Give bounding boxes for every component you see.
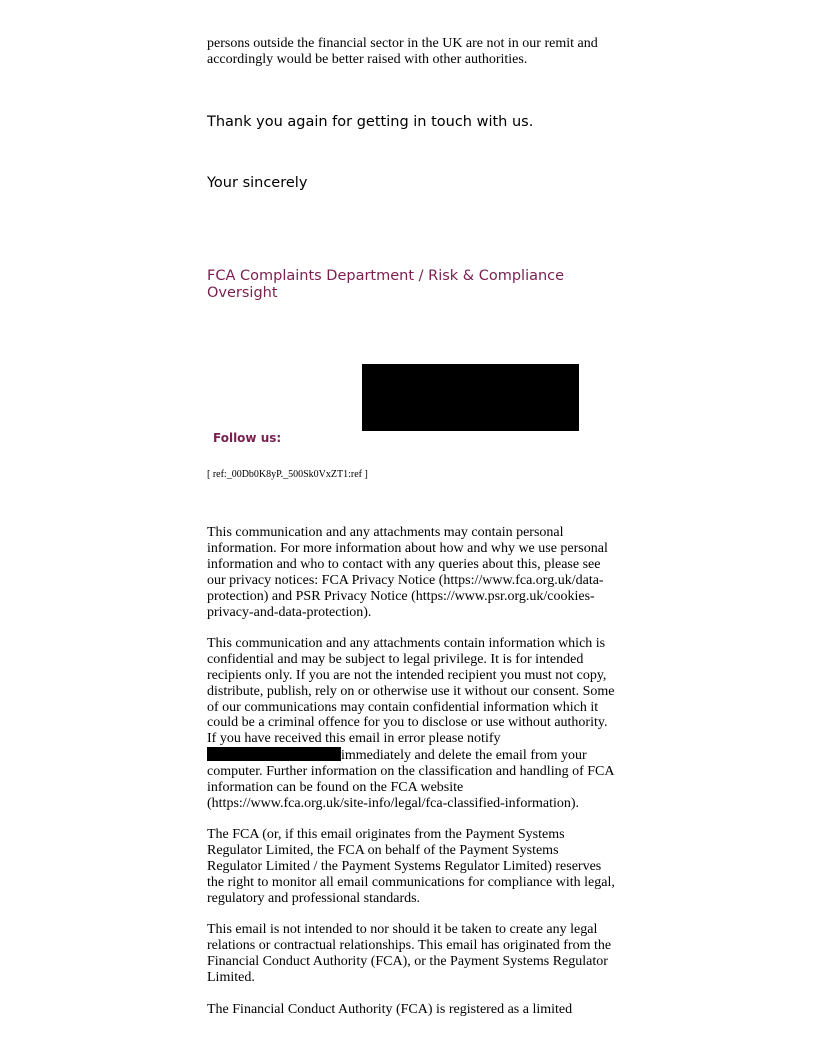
privacy-paragraph: This communication and any attachments may contain personal information. For more information about how and why we use personal information and who to contact with any queries about this, please see our privacy notices: FCA Privacy Notice (https://www.fca.org.uk/data-protection) and PSR Privacy Notice (https://www.psr.org.uk/cookies-privacy-and-data-protection). bbox=[207, 525, 608, 620]
signature-department: FCA Complaints Department / Risk & Compliance Oversight bbox=[207, 268, 565, 301]
monitoring-paragraph: The FCA (or, if this email originates from the Payment Systems Regulator Limited, the FCA on behalf of the Payment Systems Regulator Limited / the Payment Systems Regulator Limited) reserves the right to monitor all email communications for compliance with legal, regulatory and professional standards. bbox=[207, 827, 615, 907]
reference-id: [ ref:_00Db0K8yP._500Sk0VxZT1:ref ] bbox=[207, 469, 368, 480]
legal-relations-paragraph: This email is not intended to nor should it be taken to create any legal relations or contractual relationships. This email has originated from the Financial Conduct Authority (FCA), or the Payment Systems Regulator Limited. bbox=[207, 922, 612, 986]
confidentiality-text-after: immediately and delete the email from your computer. Further information on the classification and handling of FCA information can be found on the FCA website (https://www.fca.org.uk/site-info/legal/fca-classified-information). bbox=[207, 748, 614, 811]
disclaimer-section bbox=[207, 525, 617, 1033]
confidentiality-text-before: This communication and any attachments contain information which is confidential and may be subject to legal privilege. It is for intended recipients only. If you are not the intended recipient you must not copy, distribute, publish, rely on or otherwise use it without our consent. Some of our communications may contain confidential information which it could be a criminal offence for you to disclose or use without authority. If you have received this email in error please notify bbox=[207, 635, 615, 747]
closing-line: Your sincerely bbox=[207, 175, 308, 191]
confidentiality-paragraph bbox=[207, 636, 617, 812]
redacted-logo-block bbox=[362, 364, 579, 431]
thanks-line: Thank you again for getting in touch with us. bbox=[207, 114, 534, 130]
redacted-contact bbox=[207, 747, 341, 761]
follow-us-label: Follow us: bbox=[213, 431, 282, 445]
registration-paragraph: The Financial Conduct Authority (FCA) is registered as a limited bbox=[207, 1001, 573, 1017]
intro-paragraph: persons outside the financial sector in the UK are not in our remit and accordingly would be better raised with other authorities. bbox=[207, 36, 598, 67]
